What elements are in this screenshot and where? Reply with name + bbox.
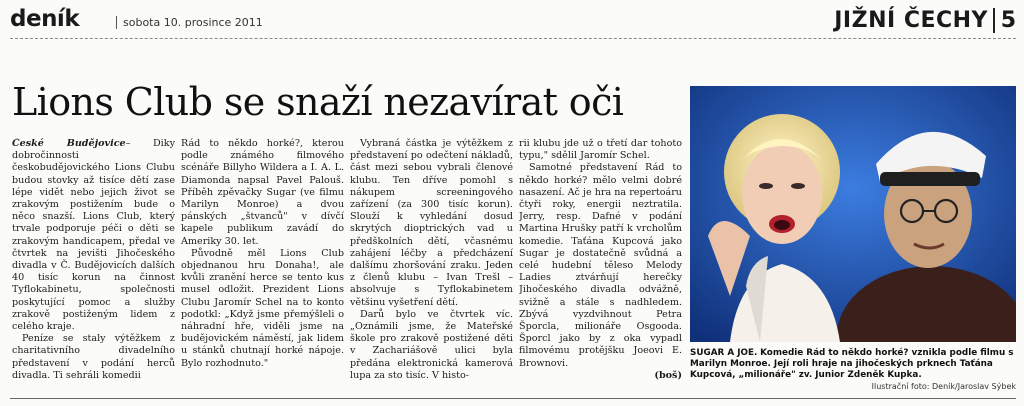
article-headline: Lions Club se snaží nezavírat oči — [12, 80, 624, 124]
article-column-4 — [519, 138, 682, 396]
article-column-3 — [350, 138, 513, 396]
section-title: JIŽNÍ ČECHY — [834, 8, 988, 33]
paragraph: Peníze se staly výtěžkem z charitativního divadelního představení v podání herců divadla. Ti sehráli komedii — [12, 333, 175, 381]
issue-date: sobota 10. prosince 2011 — [116, 16, 263, 29]
article-photo — [690, 86, 1016, 342]
caption-title: SUGAR A JOE. — [690, 348, 758, 358]
bottom-rule — [10, 398, 1016, 399]
paragraph: Vybraná částka je výtěžkem z představení po odečtení nákladů, část mezi sebou vybrali členové klubu. Ten dříve pomohl s nákupem screeningového zařízení (za 300 tisíc korun). Slouží k vyhledání dosud skrytých dioptrických vad u předškolních dětí, včasnému zahájení léčby a předcházení dalšímu zhoršování zraku. Jeden z členů klubu – Ivan Trešl – absolvuje s Tyflokabinetem většinu vyšetření dětí. — [350, 138, 513, 308]
photo-caption — [690, 348, 1016, 392]
actors-photo-illustration — [690, 86, 1016, 342]
newspaper-logo: deník — [10, 6, 80, 32]
header-rule — [10, 38, 1016, 39]
caption-text: Komedie Rád to někdo horké? vznikla podle filmu s Marilyn Monroe. Její roli hraje na jihočeských prknech Taťána Kupcová, „milionáře" zv. Junior Zdeněk Kupka. — [690, 348, 1014, 380]
paragraph: Samotné představení Rád to někdo horké? mělo velmi dobré nasazení. Ač je hra na repertoáru čtyři roky, energii neztratila. Jerry, resp. Dafné v podání Martina Hrušky patří k vrcholům komedie. Taťána Kupcová jako Sugar je dostatečně svůdná a celé hudební těleso Melody Ladies ztvárňují herečky Jihočeského divadla odvážně, svižně a stále s nadhledem. Zbývá vyzdvihnout Petra Šporcla, milionáře Osgooda. Šporcl jako by z oka vypadl filmovému protějšku Joeovi E. Brownovi. — [519, 162, 682, 369]
paragraph: Rád to někdo horké?, kterou podle známého filmového scénáře Billyho Wildera a I. A. L. Diamonda napsal Pavel Palouš. Příběh zpěvačky Sugar (ve filmu Marilyn Monroe) a dvou pánských „štvanců" v dívčí kapele publikum zavádí do Ameriky 30. let. — [181, 138, 344, 247]
article-column-2 — [181, 138, 344, 396]
paragraph: rii klubu jde už o třetí dar tohoto typu," sdělil Jaromír Schel. — [519, 138, 682, 162]
author-signature: (boš) — [654, 369, 682, 381]
paragraph: Darů bylo ve čtvrtek víc. „Oznámili jsme, že Mateřské škole pro zrakově postižené děti v Zachariášově ulici byla předána elektronická kamerová lupa za sto tisíc. V histo- — [350, 308, 513, 381]
dateline: České Budějovice — [12, 138, 126, 149]
lead-text: – Diky dobročinnosti českobudějovického Lions Clubu budou stovky až tisíce dětí zase lépe vidět nebo jejich život se zrakovým postižením bude o něco snazší. Lions Club, který trvale podporuje péči o děti se zrakovým handicapem, předal ve čtvrtek na jevišti Jihočeského divadla v Č. Budějovicích dalších 40 tisíc korun na činnost Tyflokabinetu, společnosti poskytující pomoc a služby zrakově postiženým lidem z celého kraje. — [12, 138, 175, 333]
page-number: 5 — [993, 8, 1016, 33]
photo-credit: Ilustrační foto: Deník/Jaroslav Sýbek — [871, 382, 1016, 391]
masthead — [10, 6, 1016, 36]
paragraph: Původně měl Lions Club objednanou hru Donaha!, ale kvůli zranění herce se tento kus musel odložit. Prezident Lions Clubu Jaromír Schel na to konto podotkl: „Když jsme přemýšleli o náhradní hře, viděli jsme na budějovickém náměstí, jak lidem u stánků chutnají horké nápoje. Bylo rozhodnuto." — [181, 247, 344, 369]
article-column-1 — [12, 138, 175, 396]
article-body — [12, 138, 682, 396]
paragraph — [12, 138, 175, 333]
